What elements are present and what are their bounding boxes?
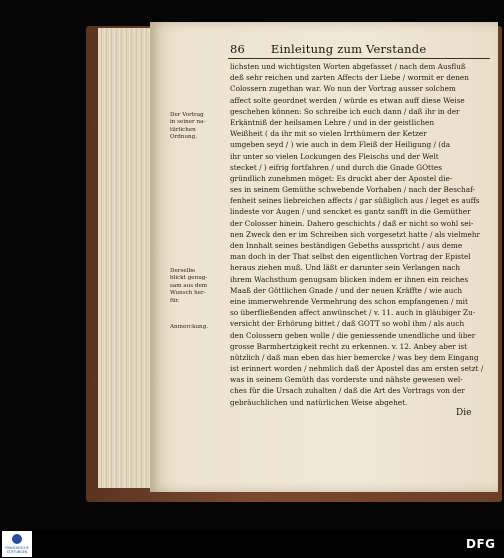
body-text — [230, 61, 492, 408]
text-line: ihr unter so vielen Lockungen des Fleischs und der Welt — [230, 151, 439, 161]
margin-note-line: Derselbe — [170, 268, 196, 274]
text-line: ist erinnert worden / nehmlich daß der Apostel das am ersten setzt / — [230, 364, 484, 374]
text-line: den Innhalt seines beständigen Gebeths ausspricht / aus deme — [230, 241, 463, 250]
page-number: 86 — [230, 42, 246, 56]
text-line: lichsten und wichtigsten Worten abgefasset / nach dem Ausfluß — [230, 62, 466, 71]
text-line: gründlich zunehmen möget: Es druckt aber der Apostel die- — [230, 173, 453, 183]
margin-note — [170, 324, 228, 331]
margin-note-line: Ordnung. — [170, 134, 198, 141]
margin-note — [170, 268, 228, 305]
running-head — [230, 42, 504, 56]
text-line: lindeste vor Augen / und sencket es gantz sanfft in die Gemüther — [230, 207, 471, 217]
text-line: deß sehr reichen und zarten Affects der Liebe / wormit er denen — [230, 73, 469, 83]
margin-note-line: sam aus dem — [170, 282, 208, 289]
margin-note-line: in seiner na- — [170, 119, 206, 126]
text-line: versicht der Erhörung bittet / daß GOTT so wohl ihm / als auch — [230, 319, 465, 329]
dfg-logo[interactable]: DFG — [466, 537, 496, 551]
margin-note-line: Wunsch her- — [170, 290, 206, 297]
page-edges — [98, 28, 156, 488]
text-line: ches für die Ursach zuhalten / daß die Art des Vortrags von der — [230, 386, 465, 396]
text-line: grosse Barmhertzigkeit recht zu erkennen. v. 12. Anbey aber ist — [230, 341, 468, 351]
text-line: affect solte geordnet werden / würde es etwan auff diese Weise — [230, 95, 465, 105]
francke-foundation-logo[interactable] — [2, 531, 32, 557]
emblem-icon — [12, 534, 22, 544]
margin-note — [170, 112, 228, 142]
text-line: stecket / ) eifrig fortfahren / und durch die Gnade GOttes — [230, 162, 442, 172]
logo-left-text: FRANCKESCHE STIFTUNGEN — [5, 546, 29, 554]
margin-note-line: blickt genug- — [170, 275, 208, 282]
text-line: heraus ziehen muß. Und läßt er darunter sein Verlangen nach — [230, 263, 461, 273]
text-line: Weißheit ( da ihr mit so vielen Irrthümern der Ketzer — [230, 129, 427, 139]
text-line: so überfließenden affect anwünschet / v. 11. auch in gläubiger Zu- — [230, 308, 476, 318]
header-rule — [228, 58, 490, 59]
text-line: fenheit seines liebreichen affects / gar süßiglich aus / leget es auffs — [230, 196, 480, 206]
text-line: umgeben seyd / ) wie auch in dem Fleiß der Heiligung / (da — [230, 140, 451, 150]
text-line: den Colossern geben wolle / die geniessende unendliche und über — [230, 330, 476, 340]
text-line: gebräuchlichen und natürlichen Weise abgehet. — [230, 397, 408, 407]
text-line: der Colosser hinein. Dahero geschichts / daß er nicht so wohl sei- — [230, 218, 474, 228]
margin-note-line: Der Vortrag — [170, 112, 204, 118]
margin-note-line: Anmerckung. — [170, 324, 209, 330]
book-page — [150, 22, 498, 492]
viewer-footer — [0, 530, 504, 558]
text-line: eine immerwehrende Vermehrung des schon empfangenen / mit — [230, 296, 468, 306]
margin-note-line: türlichen — [170, 126, 196, 133]
margin-note-line: für. — [170, 297, 180, 304]
text-line: Colossern zugethan war. Wo nun der Vortrag ausser solchem — [230, 84, 456, 94]
text-line: Erkäntniß der heilsamen Lehre / und in der geistlichen — [230, 117, 435, 127]
text-line: man doch in der That selbst den eigentlichen Vortrag der Epistel — [230, 252, 471, 262]
catchword: Die — [456, 408, 472, 418]
running-head-title: Einleitung zum Verstande — [270, 42, 427, 56]
text-line: nützlich / daß man eben das hier bemercke / was bey dem Eingang — [230, 352, 479, 362]
text-line: was in seinem Gemüth das vorderste und nähste gewesen wel- — [230, 375, 463, 385]
text-line: ihrem Wachsthum genugsam blicken indem er ihnen ein reiches — [230, 274, 469, 284]
text-line: geschehen können: So schreibe ich euch dann / daß ihr in der — [230, 106, 460, 116]
text-line: ses in seinem Gemüthe schwebende Vorhaben / nach der Beschaf- — [230, 185, 475, 195]
text-line: nen Zweck den er im Schreiben sich vorgesetzt hatte / als vielmehr — [230, 229, 481, 239]
text-line: Maaß der Göttlichen Gnade / und der neuen Kräffte / wie auch — [230, 285, 463, 295]
